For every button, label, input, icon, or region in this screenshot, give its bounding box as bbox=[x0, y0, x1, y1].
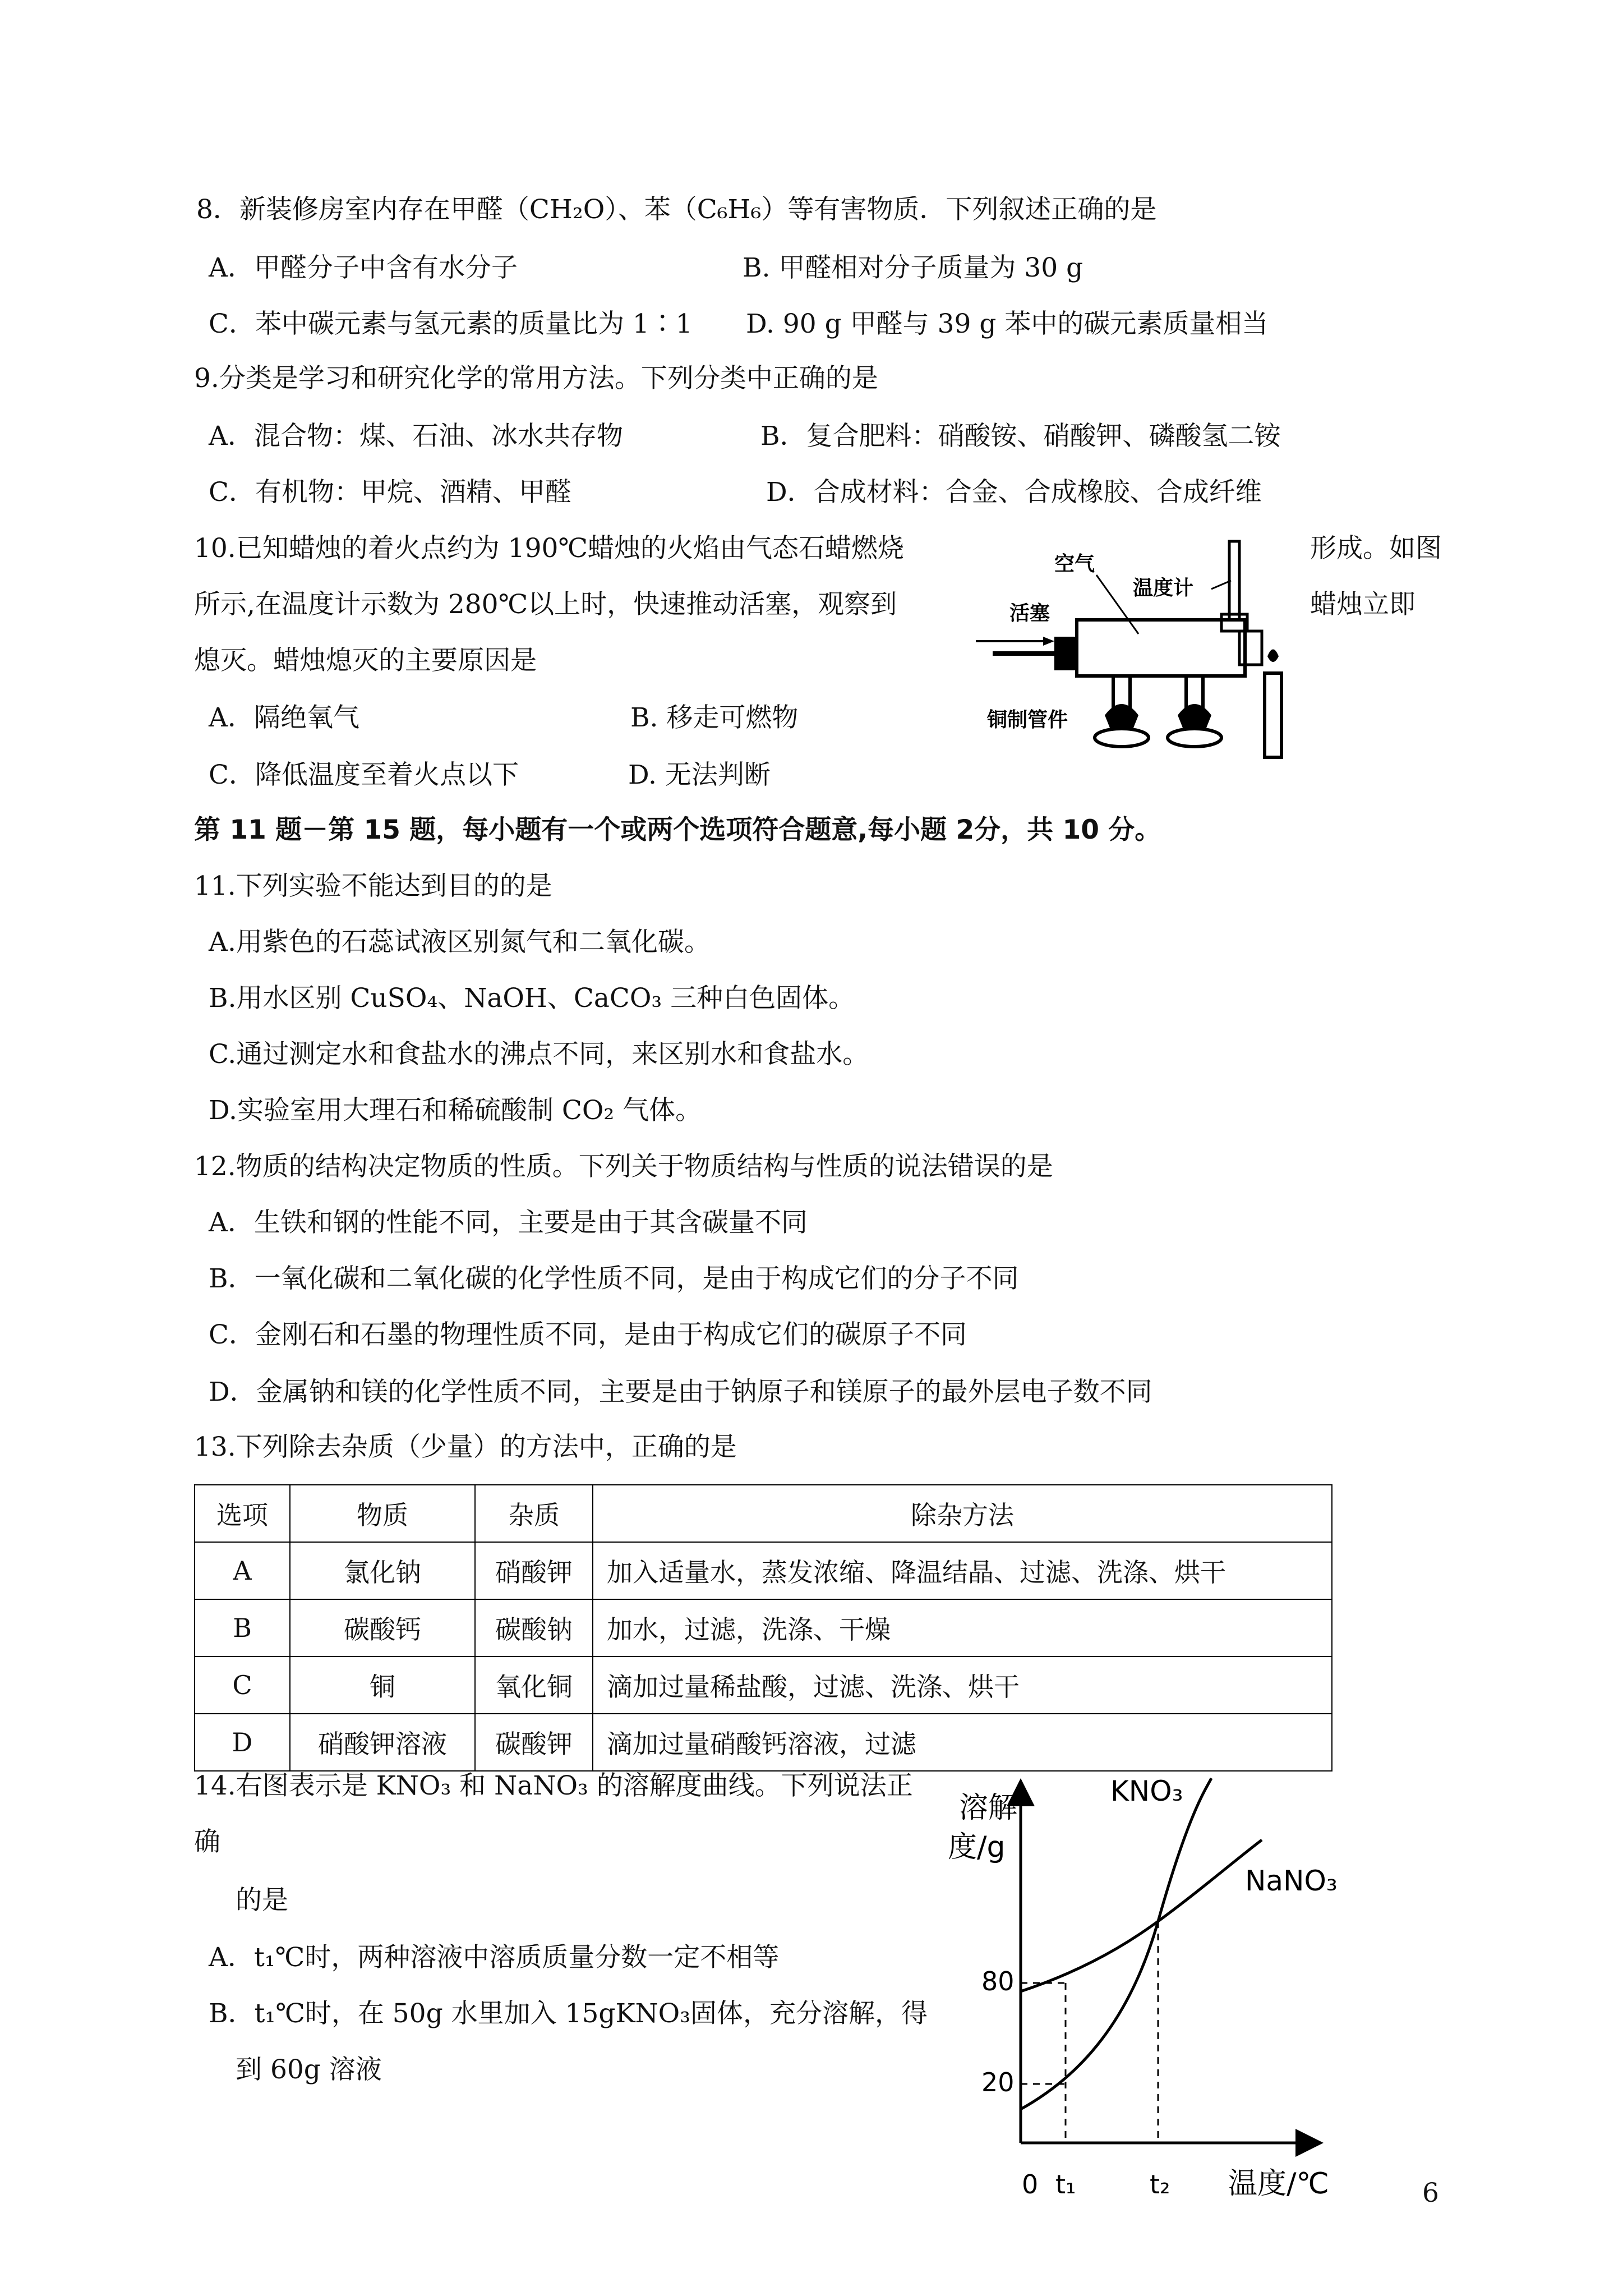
q9-option-b: B．复合肥料：硝酸铵、硝酸钾、磷酸氢二铵 bbox=[760, 421, 1281, 452]
table-cell: 碳酸钙 bbox=[290, 1599, 475, 1657]
table-cell: C bbox=[195, 1657, 290, 1714]
q12-stem: 12.物质的结构决定物质的性质。下列关于物质结构与性质的说法错误的是 bbox=[194, 1151, 1053, 1182]
q9-stem: 9.分类是学习和研究化学的常用方法。下列分类中正确的是 bbox=[194, 363, 878, 394]
candle-icon bbox=[1265, 650, 1281, 758]
header-impurity: 杂质 bbox=[475, 1485, 593, 1542]
piston-icon bbox=[1054, 637, 1077, 670]
burner-icon bbox=[1168, 676, 1221, 747]
q8-option-b: B. 甲醛相对分子质量为 30 g bbox=[743, 252, 1083, 283]
table-cell: 硝酸钾溶液 bbox=[290, 1714, 475, 1771]
candle-apparatus-figure bbox=[976, 536, 1290, 766]
header-option: 选项 bbox=[195, 1485, 290, 1542]
impurity-table bbox=[194, 1484, 1332, 1772]
table-cell: B bbox=[195, 1599, 290, 1657]
q14-line2: 确 bbox=[194, 1826, 220, 1857]
table-cell: 氧化铜 bbox=[475, 1657, 593, 1714]
y-tick-20: 20 bbox=[981, 2067, 1015, 2097]
table-cell: 氯化钠 bbox=[290, 1542, 475, 1599]
table-cell: 碳酸钾 bbox=[475, 1714, 593, 1771]
header-method: 除杂方法 bbox=[593, 1485, 1332, 1542]
x-tick-0: 0 bbox=[1022, 2169, 1039, 2200]
q11-stem: 11.下列实验不能达到目的的是 bbox=[194, 871, 552, 901]
q11-option-d: D.实验室用大理石和稀硫酸制 CO₂ 气体。 bbox=[209, 1095, 702, 1126]
table-cell: A bbox=[195, 1542, 290, 1599]
q14-option-a: A．t₁℃时，两种溶液中溶质质量分数一定不相等 bbox=[209, 1942, 780, 1973]
q10-line1-end: 形成。如图 bbox=[1310, 533, 1442, 564]
table-cell: 滴加过量硝酸钙溶液，过滤 bbox=[593, 1714, 1332, 1771]
copper-tube bbox=[1077, 620, 1245, 676]
table-header-row bbox=[195, 1485, 1332, 1542]
q12-option-c: C．金刚石和石墨的物理性质不同，是由于构成它们的碳原子不同 bbox=[209, 1319, 967, 1350]
table-row bbox=[195, 1599, 1332, 1657]
header-substance: 物质 bbox=[290, 1485, 475, 1542]
label-thermometer: 温度计 bbox=[1133, 577, 1194, 600]
q11-option-b: B.用水区别 CuSO₄、NaOH、CaCO₃ 三种白色固体。 bbox=[209, 983, 855, 1014]
table-cell: 碳酸钠 bbox=[475, 1599, 593, 1657]
q9-option-a: A．混合物：煤、石油、冰水共存物 bbox=[209, 421, 623, 452]
series-kno3-line bbox=[1021, 1778, 1211, 2109]
q12-option-d: D．金属钠和镁的化学性质不同，主要是由于钠原子和镁原子的最外层电子数不同 bbox=[209, 1377, 1152, 1407]
label-air: 空气 bbox=[1054, 553, 1095, 576]
table-cell: 加入适量水，蒸发浓缩、降温结晶、过滤、洗涤、烘干 bbox=[593, 1542, 1332, 1599]
q13-stem: 13.下列除去杂质（少量）的方法中，正确的是 bbox=[194, 1432, 737, 1462]
table-cell: D bbox=[195, 1714, 290, 1771]
y-axis-label-part2: 度/g bbox=[948, 1830, 1006, 1864]
q10-option-a: A．隔绝氧气 bbox=[209, 702, 359, 733]
page-number: 6 bbox=[1422, 2178, 1439, 2208]
q8-option-d: D. 90 g 甲醛与 39 g 苯中的碳元素质量相当 bbox=[746, 309, 1269, 339]
q11-option-c: C.通过测定水和食盐水的沸点不同，来区别水和食盐水。 bbox=[209, 1039, 869, 1070]
table-cell: 加水，过滤，洗涤、干燥 bbox=[593, 1599, 1332, 1657]
q8-option-a: A．甲醛分子中含有水分子 bbox=[209, 252, 518, 283]
y-axis-label-part1: 溶解 bbox=[959, 1791, 1018, 1825]
label-copper-tube: 铜制管件 bbox=[987, 708, 1068, 731]
q9-option-c: C．有机物：甲烷、酒精、甲醛 bbox=[209, 477, 571, 508]
table-row bbox=[195, 1542, 1332, 1599]
q10-line2-end: 蜡烛立即 bbox=[1310, 589, 1415, 620]
series-label-kno3: KNO₃ bbox=[1110, 1775, 1183, 1807]
x-tick-t1: t₁ bbox=[1055, 2169, 1076, 2200]
table-cell: 铜 bbox=[290, 1657, 475, 1714]
x-tick-t2: t₂ bbox=[1150, 2169, 1170, 2200]
q11-option-a: A.用紫色的石蕊试液区别氮气和二氧化碳。 bbox=[209, 927, 711, 958]
solubility-chart bbox=[925, 1767, 1363, 2216]
q14-line1: 14.右图表示是 KNO₃ 和 NaNO₃ 的溶解度曲线。下列说法正 bbox=[194, 1770, 913, 1801]
q10-line1: 10.已知蜡烛的着火点约为 190℃蜡烛的火焰由气态石蜡燃烧 bbox=[194, 533, 904, 564]
q9-option-d: D．合成材料：合金、合成橡胶、合成纤维 bbox=[766, 477, 1262, 508]
q10-line2: 所示,在温度计示数为 280℃以上时，快速推动活塞，观察到 bbox=[194, 589, 897, 620]
q14-line3: 的是 bbox=[236, 1885, 288, 1916]
q10-option-b: B. 移走可燃物 bbox=[630, 702, 799, 733]
q10-line3: 熄灭。蜡烛熄灭的主要原因是 bbox=[194, 645, 537, 676]
section-header: 第 11 题－第 15 题，每小题有一个或两个选项符合题意,每小题 2分，共 10 分。 bbox=[194, 815, 1161, 845]
burner-icon bbox=[1095, 676, 1149, 747]
table-cell: 滴加过量稀盐酸，过滤、洗涤、烘干 bbox=[593, 1657, 1332, 1714]
table-row bbox=[195, 1657, 1332, 1714]
label-piston: 活塞 bbox=[1009, 602, 1050, 625]
y-tick-80: 80 bbox=[981, 1966, 1015, 1996]
q10-option-d: D. 无法判断 bbox=[628, 760, 771, 790]
series-label-nano3: NaNO₃ bbox=[1245, 1865, 1338, 1897]
q10-option-c: C．降低温度至着火点以下 bbox=[209, 760, 519, 790]
q14-option-b-cont: 到 60g 溶液 bbox=[236, 2054, 382, 2085]
q12-option-a: A．生铁和钢的性能不同，主要是由于其含碳量不同 bbox=[209, 1207, 808, 1238]
table-cell: 硝酸钾 bbox=[475, 1542, 593, 1599]
table-row bbox=[195, 1714, 1332, 1771]
q8-option-c: C．苯中碳元素与氢元素的质量比为 1∶1 bbox=[209, 309, 693, 339]
q12-option-b: B．一氧化碳和二氧化碳的化学性质不同，是由于构成它们的分子不同 bbox=[209, 1263, 1019, 1294]
q8-stem: 8．新装修房室内存在甲醛（CH₂O）、苯（C₆H₆）等有害物质．下列叙述正确的是 bbox=[196, 194, 1157, 225]
x-axis-label: 温度/℃ bbox=[1228, 2167, 1329, 2201]
q14-option-b: B．t₁℃时，在 50g 水里加入 15gKNO₃固体，充分溶解，得 bbox=[209, 1998, 928, 2029]
